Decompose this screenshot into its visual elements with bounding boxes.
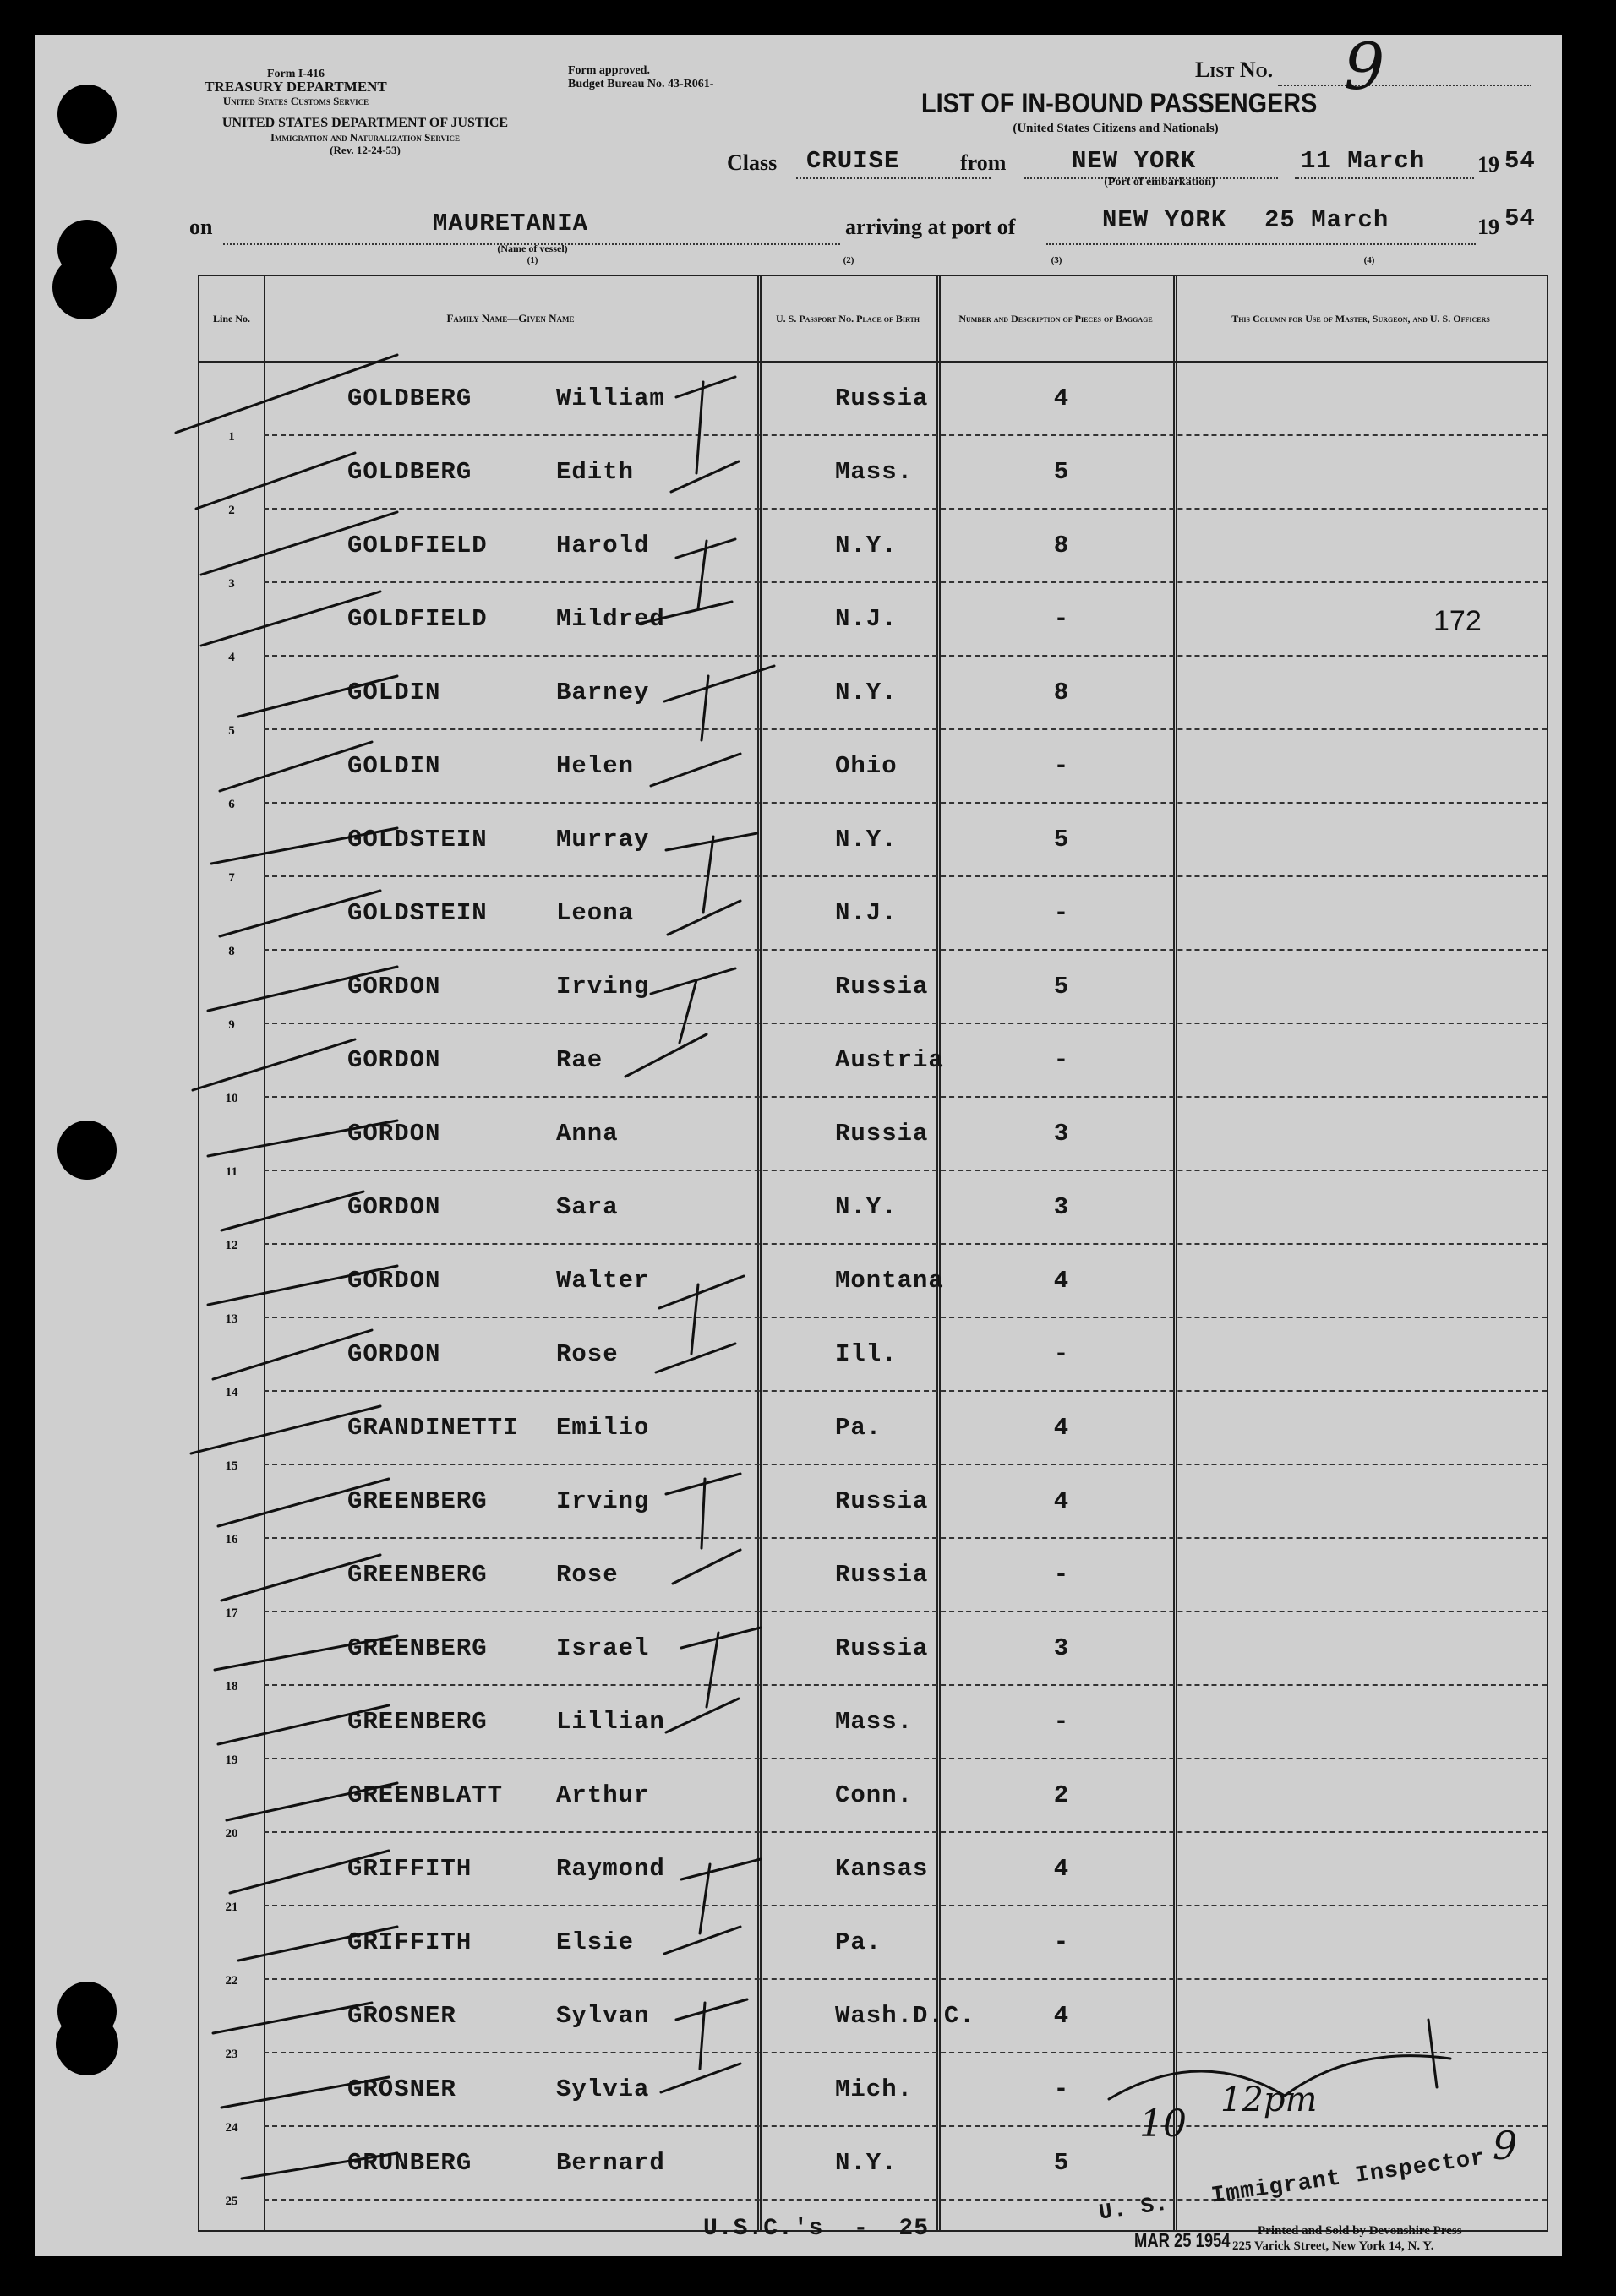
class-value: CRUISE <box>806 147 900 175</box>
place-of-birth: Russia <box>835 973 929 1001</box>
baggage-count: 5 <box>1053 973 1070 1001</box>
baggage-count: 2 <box>1053 1781 1070 1809</box>
header-line-no: Line No. <box>212 313 250 324</box>
budget-bureau: Budget Bureau No. 43-R061- <box>568 78 714 90</box>
line-number: 15 <box>225 1459 238 1473</box>
baggage-count: 4 <box>1053 1414 1070 1442</box>
baggage-count: 8 <box>1053 679 1070 706</box>
line-number: 23 <box>225 2048 238 2061</box>
table-row <box>199 1245 1547 1326</box>
line-number: 6 <box>228 798 235 811</box>
hand-count: 10 <box>1139 2102 1187 2146</box>
depart-date: 11 March <box>1301 147 1426 175</box>
place-of-birth: N.J. <box>835 899 898 927</box>
header-name: Family Name—Given Name <box>446 312 575 324</box>
table-row <box>199 877 1547 958</box>
table-row <box>199 1392 1547 1473</box>
given-name: Sara <box>556 1193 619 1221</box>
given-name: Walter <box>556 1267 650 1295</box>
hand-initials: 12pm <box>1220 2081 1318 2119</box>
table-row <box>199 951 1547 1032</box>
family-name: GREENBERG <box>347 1634 488 1662</box>
family-name: GRANDINETTI <box>347 1414 519 1442</box>
table-row <box>199 1686 1547 1767</box>
place-of-birth: N.Y. <box>835 826 898 854</box>
treasury-dept: TREASURY DEPARTMENT <box>205 79 387 95</box>
manifest-title: LIST OF IN-BOUND PASSENGERS <box>921 88 1318 118</box>
baggage-count: 3 <box>1053 1634 1070 1662</box>
table-row <box>199 1024 1547 1105</box>
family-name: GREENBERG <box>347 1561 488 1589</box>
line-number: 7 <box>228 871 235 885</box>
ins-service: Immigration and Naturalization Service <box>270 131 461 144</box>
table-row <box>199 730 1547 811</box>
baggage-count: - <box>1053 2075 1070 2103</box>
printer-line: Printed and Sold by Devonshire Press <box>1258 2224 1462 2238</box>
family-name: GOLDIN <box>347 679 441 706</box>
punch-hole <box>57 1121 117 1180</box>
baggage-count: 5 <box>1053 826 1070 854</box>
baggage-count: - <box>1053 1708 1070 1736</box>
given-name: Rose <box>556 1561 619 1589</box>
passenger-table <box>198 275 1548 2232</box>
given-name: Emilio <box>556 1414 650 1442</box>
punch-hole <box>56 2013 118 2075</box>
family-name: GOLDFIELD <box>347 605 488 633</box>
baggage-count: - <box>1053 1046 1070 1074</box>
arrive-port: NEW YORK <box>1102 206 1227 234</box>
place-of-birth: N.Y. <box>835 1193 898 1221</box>
place-of-birth: Conn. <box>835 1781 914 1809</box>
table-row <box>199 657 1547 738</box>
given-name: Helen <box>556 752 635 780</box>
line-number: 25 <box>225 2195 238 2208</box>
baggage-count: 4 <box>1053 1487 1070 1515</box>
table-row <box>199 1171 1547 1252</box>
baggage-count: 4 <box>1053 1267 1070 1295</box>
line-number: 21 <box>225 1901 238 1914</box>
given-name: Rae <box>556 1046 603 1074</box>
given-name: William <box>556 384 665 412</box>
line-number: 18 <box>225 1680 238 1693</box>
place-of-birth: Kansas <box>835 1855 929 1883</box>
table-row <box>199 1906 1547 1988</box>
place-of-birth: Russia <box>835 1561 929 1589</box>
place-of-birth: Ohio <box>835 752 898 780</box>
place-of-birth: Mass. <box>835 458 914 486</box>
family-name: GOLDBERG <box>347 458 472 486</box>
family-name: GRIFFITH <box>347 1928 472 1956</box>
baggage-count: 8 <box>1053 532 1070 559</box>
table-row <box>199 2053 1547 2135</box>
family-name: GORDON <box>347 973 441 1001</box>
line-number: 22 <box>225 1974 238 1988</box>
given-name: Bernard <box>556 2149 665 2177</box>
usc-count: U.S.C.'s - 25 <box>703 2216 930 2242</box>
baggage-count: 5 <box>1053 2149 1070 2177</box>
stamp-title: Immigrant Inspector <box>1209 2146 1488 2210</box>
arriving-label: arriving at port of <box>845 215 1016 239</box>
place-of-birth: Austria <box>835 1046 944 1074</box>
family-name: GORDON <box>347 1193 441 1221</box>
family-name: GORDON <box>347 1340 441 1368</box>
place-of-birth: Mass. <box>835 1708 914 1736</box>
place-of-birth: Russia <box>835 1634 929 1662</box>
vessel-name: MAURETANIA <box>433 210 589 237</box>
table-row <box>199 1539 1547 1620</box>
arrive-year: 54 <box>1504 205 1536 232</box>
customs-service: United States Customs Service <box>222 95 369 107</box>
given-name: Arthur <box>556 1781 650 1809</box>
given-name: Murray <box>556 826 650 854</box>
from-label: from <box>960 150 1007 175</box>
printer-address: 225 Varick Street, New York 14, N. Y. <box>1232 2239 1434 2253</box>
col3-caption: (3) <box>1051 255 1062 265</box>
place-of-birth: N.Y. <box>835 532 898 559</box>
table-row <box>199 1612 1547 1693</box>
given-name: Israel <box>556 1634 650 1662</box>
place-of-birth: Russia <box>835 1487 929 1515</box>
col4-caption: (4) <box>1363 255 1375 265</box>
family-name: GORDON <box>347 1046 441 1074</box>
place-of-birth: Ill. <box>835 1340 898 1368</box>
header-officers: This Column for Use of Master, Surgeon, and U. S. Officers <box>1231 313 1490 324</box>
stamp-date: MAR 25 1954 <box>1134 2229 1231 2251</box>
inspector-number: 9 <box>1493 2123 1518 2168</box>
table-row <box>199 436 1547 517</box>
line-number: 10 <box>225 1092 238 1105</box>
list-no-value: 9 <box>1344 29 1385 104</box>
line-number: 2 <box>228 504 235 517</box>
line-number: 8 <box>228 945 235 958</box>
line-number: 5 <box>228 724 235 738</box>
given-name: Sylvan <box>556 2002 650 2030</box>
line-number: 19 <box>225 1753 238 1767</box>
from-value: NEW YORK <box>1072 147 1197 175</box>
family-name: GREENBERG <box>347 1487 488 1515</box>
table-row <box>199 1980 1547 2061</box>
baggage-count: - <box>1053 1561 1070 1589</box>
line-number: 11 <box>225 1165 238 1179</box>
line-number: 24 <box>225 2121 238 2135</box>
place-of-birth: Mich. <box>835 2075 914 2103</box>
place-of-birth: N.Y. <box>835 2149 898 2177</box>
family-name: GOLDIN <box>347 752 441 780</box>
manifest-subtitle: (United States Citizens and Nationals) <box>1013 122 1219 135</box>
family-name: GOLDFIELD <box>347 532 488 559</box>
baggage-count: - <box>1053 1340 1070 1368</box>
baggage-count: - <box>1053 1928 1070 1956</box>
line-number: 1 <box>228 430 235 444</box>
place-of-birth: Wash.D.C. <box>835 2002 975 2030</box>
family-name: GORDON <box>347 1120 441 1148</box>
arrive-date: 25 March <box>1264 206 1389 234</box>
table-row <box>199 1098 1547 1179</box>
manifest-sheet <box>35 29 1562 2256</box>
family-name: GROSNER <box>347 2002 456 2030</box>
punch-hole <box>57 85 117 144</box>
given-name: Rose <box>556 1340 619 1368</box>
arrive-year-prefix: 19 <box>1477 215 1499 239</box>
line-number: 14 <box>225 1386 238 1399</box>
baggage-count: - <box>1053 899 1070 927</box>
place-of-birth: N.J. <box>835 605 898 633</box>
baggage-count: 4 <box>1053 2002 1070 2030</box>
class-label: Class <box>727 150 778 175</box>
line-number: 3 <box>228 577 235 591</box>
line-number: 9 <box>228 1018 235 1032</box>
table-row <box>199 583 1547 664</box>
family-name: GRUNBERG <box>347 2149 472 2177</box>
family-name: GOLDSTEIN <box>347 899 488 927</box>
given-name: Harold <box>556 532 650 559</box>
given-name: Sylvia <box>556 2075 650 2103</box>
baggage-count: 4 <box>1053 384 1070 412</box>
col1-caption: (1) <box>527 255 538 265</box>
family-name: GOLDBERG <box>347 384 472 412</box>
given-name: Mildred <box>556 605 665 633</box>
line-number: 13 <box>225 1312 238 1326</box>
line-number: 20 <box>225 1827 238 1841</box>
given-name: Edith <box>556 458 635 486</box>
line-number: 17 <box>225 1606 238 1620</box>
given-name: Elsie <box>556 1928 635 1956</box>
family-name: GORDON <box>347 1267 441 1295</box>
stamp-us: U. S. <box>1097 2190 1171 2226</box>
baggage-count: - <box>1053 605 1070 633</box>
baggage-count: - <box>1053 752 1070 780</box>
place-of-birth: Montana <box>835 1267 944 1295</box>
justice-dept: UNITED STATES DEPARTMENT OF JUSTICE <box>221 116 509 130</box>
table-row <box>199 1318 1547 1399</box>
given-name: Irving <box>556 973 650 1001</box>
line-number: 12 <box>225 1239 238 1252</box>
given-name: Irving <box>556 1487 650 1515</box>
revision: (Rev. 12-24-53) <box>330 144 401 156</box>
line-number: 16 <box>225 1533 238 1546</box>
table-row <box>199 1465 1547 1546</box>
given-name: Anna <box>556 1120 619 1148</box>
punch-hole <box>52 255 117 319</box>
given-name: Leona <box>556 899 635 927</box>
family-name: GOLDSTEIN <box>347 826 488 854</box>
place-of-birth: Russia <box>835 384 929 412</box>
place-of-birth: Russia <box>835 1120 929 1148</box>
family-name: GREENBERG <box>347 1708 488 1736</box>
form-approved: Form approved. <box>568 64 650 77</box>
table-row <box>199 363 1547 444</box>
table-row <box>199 1833 1547 1914</box>
port-embark-caption: (Port of embarkation) <box>1104 176 1215 188</box>
vessel-caption: (Name of vessel) <box>497 243 568 254</box>
table-row <box>199 804 1547 885</box>
place-of-birth: Pa. <box>835 1928 882 1956</box>
table-row <box>199 1759 1547 1841</box>
given-name: Barney <box>556 679 650 706</box>
line-number: 4 <box>228 651 235 664</box>
family-name: GROSNER <box>347 2075 456 2103</box>
officer-note: 172 <box>1433 605 1482 637</box>
place-of-birth: Pa. <box>835 1414 882 1442</box>
baggage-count: 4 <box>1053 1855 1070 1883</box>
baggage-count: 3 <box>1053 1193 1070 1221</box>
list-no-label: List No. <box>1195 57 1274 82</box>
depart-year-prefix: 19 <box>1477 152 1499 177</box>
family-name: GREENBLATT <box>347 1781 504 1809</box>
given-name: Raymond <box>556 1855 665 1883</box>
family-name: GRIFFITH <box>347 1855 472 1883</box>
col2-caption: (2) <box>843 255 854 265</box>
baggage-count: 5 <box>1053 458 1070 486</box>
depart-year: 54 <box>1504 147 1536 175</box>
header-baggage: Number and Description of Pieces of Baggage <box>958 313 1153 324</box>
baggage-count: 3 <box>1053 1120 1070 1148</box>
place-of-birth: N.Y. <box>835 679 898 706</box>
form-number: Form I-416 <box>266 68 325 80</box>
on-label: on <box>189 215 213 239</box>
header-passport: U. S. Passport No. Place of Birth <box>775 313 920 324</box>
table-row <box>199 510 1547 591</box>
given-name: Lillian <box>556 1708 665 1736</box>
